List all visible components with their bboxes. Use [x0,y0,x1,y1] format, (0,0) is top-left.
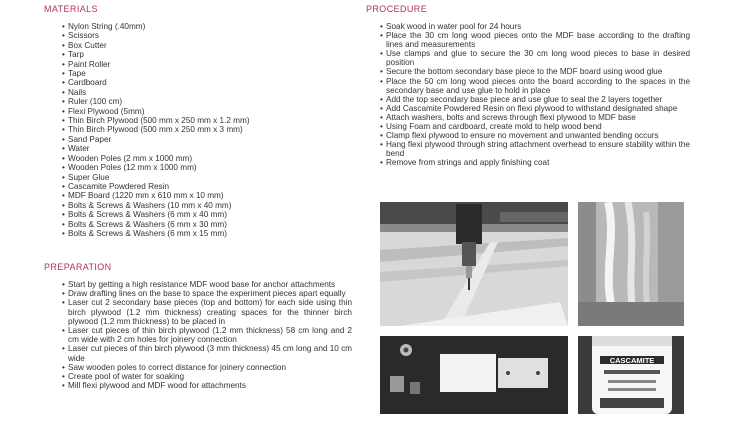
bent-strips-photo [578,202,684,326]
materials-list-item: • Bolts & Screws & Washers (6 mm x 40 mm) [62,210,312,219]
materials-list-item: • Paint Roller [62,60,312,69]
procedure-list-item: • Place the 30 cm long wood pieces onto the MDF base according to the drafting lines and measurements [380,31,690,49]
materials-list-item: • Ruler (100 cm) [62,97,312,106]
preparation-list-item: • Draw drafting lines on the base to space the experiment pieces apart equally [62,289,352,298]
materials-list-item: • MDF Board (1220 mm x 610 mm x 10 mm) [62,191,312,200]
cut-pieces-photo [380,336,568,414]
materials-list-item: • Thin Birch Plywood (500 mm x 250 mm x 1.2 mm) [62,116,312,125]
preparation-list [62,280,352,390]
materials-list [62,22,312,238]
cnc-machine-photo [380,202,568,326]
procedure-list-item: • Clamp flexi plywood to ensure no movement and unwanted bending occurs [380,131,690,140]
materials-list-item: • Nails [62,88,312,97]
cascamite-label: CASCAMITE [609,356,655,365]
procedure-list-item: • Hang flexi plywood through string attachment overhead to ensure stability within the bend [380,140,690,158]
materials-list-item: • Wooden Poles (12 mm x 1000 mm) [62,163,312,172]
preparation-list-item: • Start by getting a high resistance MDF wood base for anchor attachments [62,280,352,289]
preparation-heading: PREPARATION [44,262,112,272]
procedure-list-item: • Soak wood in water pool for 24 hours [380,22,690,31]
procedure-list-item: • Secure the bottom secondary base piece to the MDF board using wood glue [380,67,690,76]
materials-list-item: • Bolts & Screws & Washers (6 mm x 15 mm) [62,229,312,238]
materials-list-item: • Super Glue [62,173,312,182]
materials-list-item: • Box Cutter [62,41,312,50]
materials-list-item: • Scissors [62,31,312,40]
materials-list-item: • Tape [62,69,312,78]
materials-list-item: • Thin Birch Plywood (500 mm x 250 mm x 3 mm) [62,125,312,134]
cut-pieces-illustration [380,336,568,414]
preparation-list-item: • Laser cut pieces of thin birch plywood (1.2 mm thickness) 58 cm long and 2 cm wide with 2 cm holes for joinery connection [62,326,352,344]
procedure-list [380,22,690,168]
preparation-list-item: • Create pool of water for soaking [62,372,352,381]
materials-list-item: • Cardboard [62,78,312,87]
preparation-list-item: • Laser cut pieces of thin birch plywood (3 mm thickness) 45 cm long and 10 cm wide [62,344,352,362]
materials-list-item: • Bolts & Screws & Washers (6 mm x 30 mm) [62,220,312,229]
materials-list-item: • Wooden Poles (2 mm x 1000 mm) [62,154,312,163]
cascamite-tub-illustration [578,336,684,414]
materials-list-item: • Tarp [62,50,312,59]
procedure-list-item: • Place the 50 cm long wood pieces onto the board according to the spaces in the secondary base and use glue to hold in place [380,77,690,95]
materials-heading: MATERIALS [44,4,98,14]
procedure-list-item: • Attach washers, bolts and screws through flexi plywood to MDF base [380,113,690,122]
cnc-machine-illustration [380,202,568,326]
materials-list-item: • Flexi Plywood (5mm) [62,107,312,116]
procedure-list-item: • Add the top secondary base piece and use glue to seal the 2 layers together [380,95,690,104]
materials-list-item: • Nylon String (.40mm) [62,22,312,31]
procedure-list-item: • Using Foam and cardboard, create mold to help wood bend [380,122,690,131]
procedure-heading: PROCEDURE [366,4,428,14]
materials-list-item: • Sand Paper [62,135,312,144]
procedure-list-item: • Add Cascamite Powdered Resin on flexi plywood to withstand designated shape [380,104,690,113]
cascamite-tub-photo [578,336,684,414]
procedure-list-item: • Use clamps and glue to secure the 30 cm long wood pieces to base in desired position [380,49,690,67]
preparation-list-item: • Mill flexi plywood and MDF wood for attachments [62,381,352,390]
bent-strips-illustration [578,202,684,326]
preparation-list-item: • Saw wooden poles to correct distance for joinery connection [62,363,352,372]
materials-list-item: • Water [62,144,312,153]
procedure-list-item: • Remove from strings and apply finishing coat [380,158,690,167]
materials-list-item: • Cascamite Powdered Resin [62,182,312,191]
materials-list-item: • Bolts & Screws & Washers (10 mm x 40 mm) [62,201,312,210]
preparation-list-item: • Laser cut 2 secondary base pieces (top and bottom) for each side using thin birch plywood (1.2 mm thickness) creating spaces for the thinner birch plywood (1.2 mm thickness) to be placed in [62,298,352,326]
